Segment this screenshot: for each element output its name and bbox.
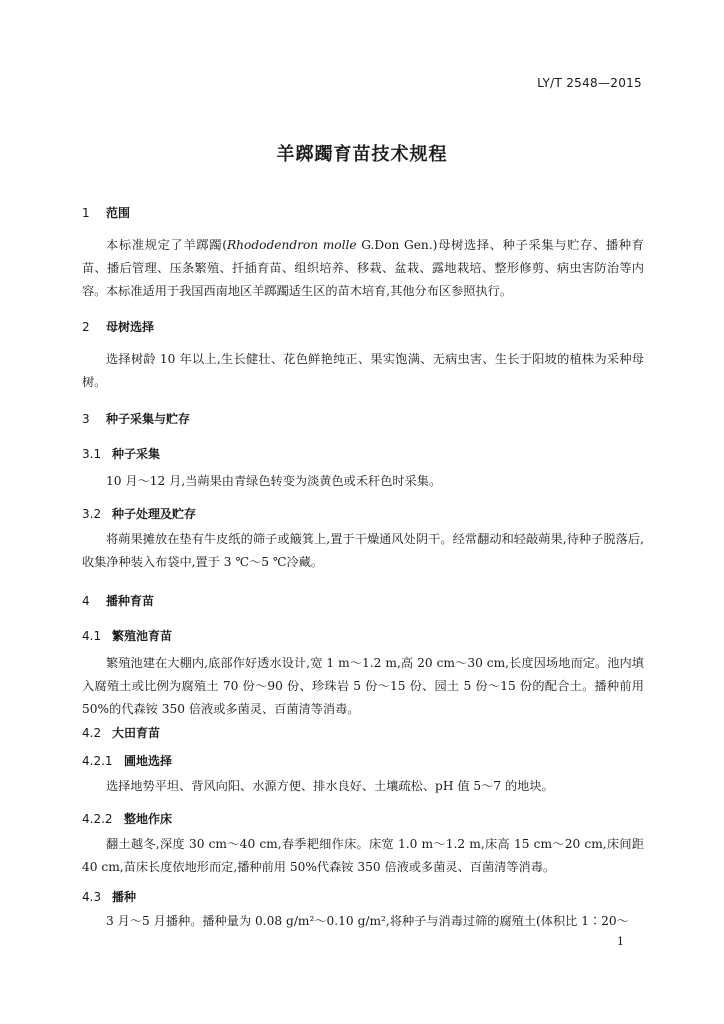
section-number: 2 [82,320,90,334]
section-heading-4-3 [82,888,136,905]
document-title: 羊踯躅育苗技术规程 [276,144,448,165]
section-heading-3 [82,410,190,427]
section-title: 母树选择 [106,320,155,334]
section-number: 4 [82,594,90,608]
section-number: 4.2 [82,726,102,740]
paragraph-seed-storage: 将蒴果摊放在垫有牛皮纸的筛子或簸箕上,置于干燥通风处阴干。经常翻动和轻敲蒴果,待种子脱落后,收集净种装入布袋中,置于 3 ℃～5 ℃冷藏。 [82,532,644,569]
paragraph-seed-collection: 10 月～12 月,当蒴果由青绿色转变为淡黄色或禾秆色时采集。 [106,474,442,488]
section-heading-4-1 [82,627,172,644]
section-number: 4.2.2 [82,812,113,826]
section-title: 种子采集与贮存 [106,412,191,426]
paragraph-site-selection: 选择地势平坦、背风向阳、水源方便、排水良好、土壤疏松、pH 值 5～7 的地块。 [106,779,554,793]
section-title: 播种育苗 [106,594,155,608]
section-title: 范围 [106,206,131,220]
section-heading-4-2 [82,724,160,741]
paragraph-bed-preparation: 翻土越冬,深度 30 cm～40 cm,春季耙细作床。床宽 1.0 m～1.2 m,床高 15 cm～20 cm,床间距 40 cm,苗床长度依地形而定,播种前用 50%代森铵 350 倍液或多菌灵、百菌清等消毒。 [82,837,644,874]
section-number: 3 [82,412,90,426]
section-title: 大田育苗 [112,726,161,740]
section-title: 播种 [112,890,137,904]
paragraph-nursery-pool: 繁殖池建在大棚内,底部作好透水设计,宽 1 m～1.2 m,高 20 cm～30 cm,长度因场地而定。池内填入腐殖土或比例为腐殖土 70 份～90 份、珍珠岩 5 份～15 份、园土 5 份～15 份的配合土。播种前用 50%的代森铵 350 倍液或多菌灵、百菌清等消毒。 [82,656,644,716]
section-heading-3-1 [82,445,160,462]
paragraph-mother-tree: 选择树龄 10 年以上,生长健壮、花色鲜艳纯正、果实饱满、无病虫害、生长于阳坡的植株为采种母树。 [82,352,644,389]
paragraph-text: G.Don Gen.)母树选择、种子采集与贮存、播种育苗、播后管理、压条繁殖、扦插育苗、组织培养、移栽、盆栽、露地栽培、整形修剪、病虫害防治等内容。 [82,238,644,298]
section-title: 种子处理及贮存 [112,507,197,521]
section-number: 4.1 [82,629,102,643]
section-title: 繁殖池育苗 [112,629,173,643]
section-heading-4 [82,592,154,609]
section-heading-1 [82,204,130,221]
section-title: 整地作床 [124,812,173,826]
section-heading-4-2-1 [82,752,172,769]
section-title: 种子采集 [112,447,161,461]
section-number: 1 [82,206,90,220]
section-title: 圃地选择 [124,754,173,768]
section-number: 4.3 [82,890,102,904]
paragraph-applicability: 本标准适用于我国西南地区羊踯躅适生区的苗木培育,其他分布区参照执行。 [106,284,513,298]
section-heading-3-2 [82,505,196,522]
section-number: 3.1 [82,447,102,461]
latin-name: Rhododendron molle [226,238,357,252]
section-number: 3.2 [82,507,102,521]
page-number: 1 [617,935,624,948]
paragraph-text: 本标准规定了羊踯躅( [106,238,227,252]
paragraph-sowing: 3 月～5 月播种。播种量为 0.08 g/m²～0.10 g/m²,将种子与消毒过筛的腐殖土(体积比 1∶20～ [106,914,629,928]
section-number: 4.2.1 [82,754,113,768]
section-heading-4-2-2 [82,810,172,827]
standard-code: LY/T 2548—2015 [537,76,642,90]
section-heading-2 [82,318,154,335]
